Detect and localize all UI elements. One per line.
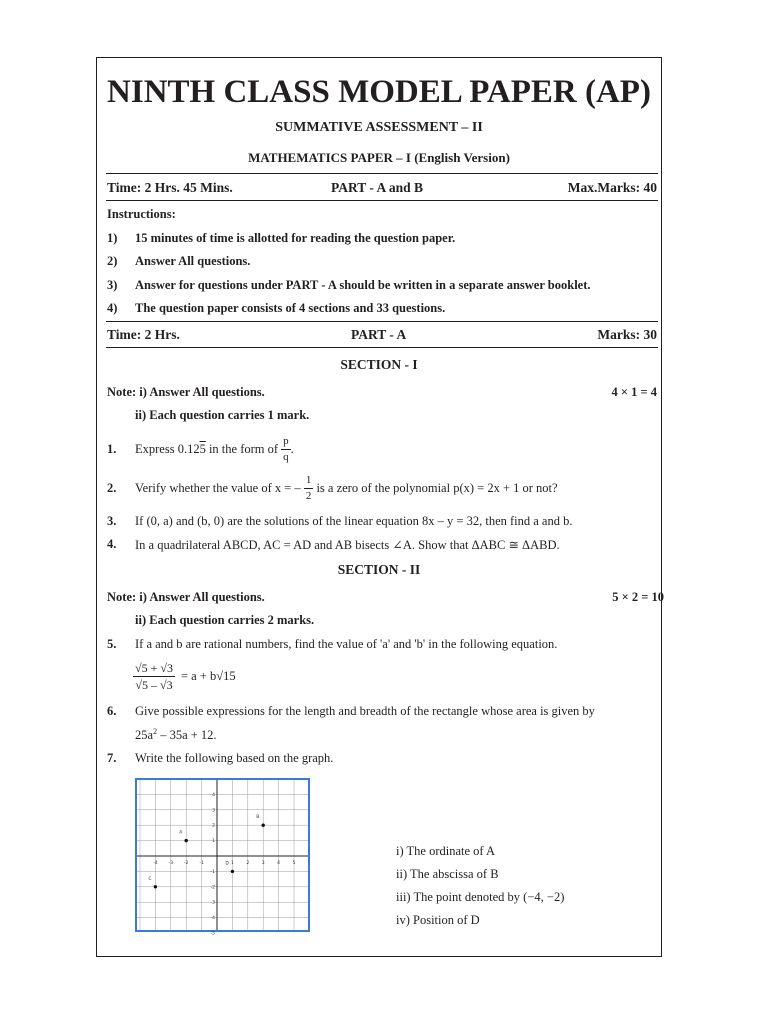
numerator: p [281,436,291,450]
x-tick-label: 5 [292,861,296,866]
q2-text: Verify whether the value of x = – [135,480,304,495]
y-tick-label: 2 [212,823,215,829]
x-tick-label: 3 [261,861,265,866]
instruction-item: Answer All questions. [135,254,251,268]
x-tick-label: -2 [183,861,189,866]
divider [106,347,658,348]
section-1-heading: SECTION - I [340,357,418,372]
y-tick-label: -5 [210,931,215,937]
question-number: 6. [107,704,117,718]
point-label: C [148,876,152,882]
question-4: In a quadrilateral ABCD, AC = AD and AB bisects ∠A. Show that ΔABC ≅ ΔABD. [135,538,560,552]
recurring-digit: 5 [199,441,206,456]
question-number: 2. [107,481,117,495]
divider [106,200,658,201]
y-tick-label: -2 [210,885,215,891]
point-a [185,839,188,842]
section-2-score: 5 × 2 = 10 [612,590,664,604]
x-tick-label: -1 [199,861,204,866]
y-tick-label: 3 [212,808,215,814]
numerator: √5 + √3 [135,660,173,675]
y-tick-label: -3 [210,900,215,906]
question-6: Give possible expressions for the length and breadth of the rectangle whose area is given by [135,704,595,718]
parts-label: PART - A and B [331,180,424,195]
q1-text: Express 0.12 [135,441,200,456]
expr-part: – 35a + 12. [157,728,217,743]
question-number: 3. [107,514,117,528]
question-1 [135,432,294,466]
fraction-half [304,475,314,502]
fraction-p-over-q [281,436,291,463]
part-a-time: Time: 2 Hrs. [107,327,180,342]
point-label: B [256,815,260,821]
area-expression [135,727,217,743]
point-label: A [179,830,183,836]
question-number: 5. [107,637,117,651]
surd-equation [133,658,236,694]
question-7: Write the following based on the graph. [135,751,334,765]
part-a-marks: Marks: 30 [597,327,657,342]
instruction-item: The question paper consists of 4 sections and 33 questions. [135,301,446,315]
y-tick-label: -4 [210,916,215,922]
expr-part: 25a [135,728,154,743]
section-1-score: 4 × 1 = 4 [611,385,657,399]
x-tick-label: 2 [246,861,250,866]
instruction-item: Answer for questions under PART - A should be written in a separate answer booklet. [135,278,591,292]
question-number: 4. [107,537,117,551]
paper-subtitle: MATHEMATICS PAPER – I (English Version) [248,150,510,165]
equation-rhs: = a + b√15 [180,668,236,683]
surd-fraction [133,662,175,691]
question-number: 1. [107,442,117,456]
point-label: D [225,861,229,867]
assessment-subtitle: SUMMATIVE ASSESSMENT – II [275,120,483,135]
graph-question-item: iv) Position of D [396,913,480,927]
page-title: NINTH CLASS MODEL PAPER (AP) [107,74,651,110]
section-2-note: Note: i) Answer All questions. [107,590,265,604]
instruction-number: 1) [107,231,118,245]
point-b [262,824,265,827]
graph-border [136,779,309,931]
graph-question-item: i) The ordinate of A [396,844,496,858]
y-tick-label: -1 [210,869,215,875]
divider [106,173,658,174]
graph-question-item: iii) The point denoted by (−4, −2) [396,890,565,904]
section-1-note-2: ii) Each question carries 1 mark. [135,408,310,422]
instruction-number: 3) [107,278,118,292]
question-5: If a and b are rational numbers, find the value of 'a' and 'b' in the following equation. [135,637,558,651]
question-3: If (0, a) and (b, 0) are the solutions of the linear equation 8x – y = 32, then find a and b. [135,514,573,528]
instructions-heading: Instructions: [107,207,176,221]
denominator: q [283,450,289,463]
graph-question-item: ii) The abscissa of B [396,867,499,881]
section-1-note: Note: i) Answer All questions. [107,385,265,399]
point-c [154,885,157,888]
q1-text-mid: in the form of [205,441,282,456]
x-tick-label: 1 [230,861,234,866]
q2-text-end: is a zero of the polynomial p(x) = 2x + 1 or not? [313,480,558,495]
divider [106,321,658,322]
max-marks: Max.Marks: 40 [567,180,657,195]
instruction-number: 4) [107,301,118,315]
point-d [231,870,234,873]
instruction-number: 2) [107,254,118,268]
x-tick-label: -3 [168,861,174,866]
numerator: 1 [304,475,314,489]
denominator: 2 [305,489,312,502]
section-2-heading: SECTION - II [337,562,421,577]
question-2 [135,471,558,505]
exponent: 2 [153,727,158,736]
part-a-label: PART - A [351,327,407,342]
instruction-item: 15 minutes of time is allotted for reading the question paper. [135,231,456,245]
x-tick-label: -4 [153,861,158,866]
coordinate-graph [135,778,310,937]
q1-end: . [290,441,294,456]
section-2-note-2: ii) Each question carries 2 marks. [135,613,315,627]
y-tick-label: 4 [212,792,215,798]
denominator: √5 – √3 [135,677,173,692]
y-tick-label: 1 [212,839,215,845]
question-number: 7. [107,751,117,765]
x-tick-label: 4 [277,861,281,866]
total-time: Time: 2 Hrs. 45 Mins. [107,180,233,195]
